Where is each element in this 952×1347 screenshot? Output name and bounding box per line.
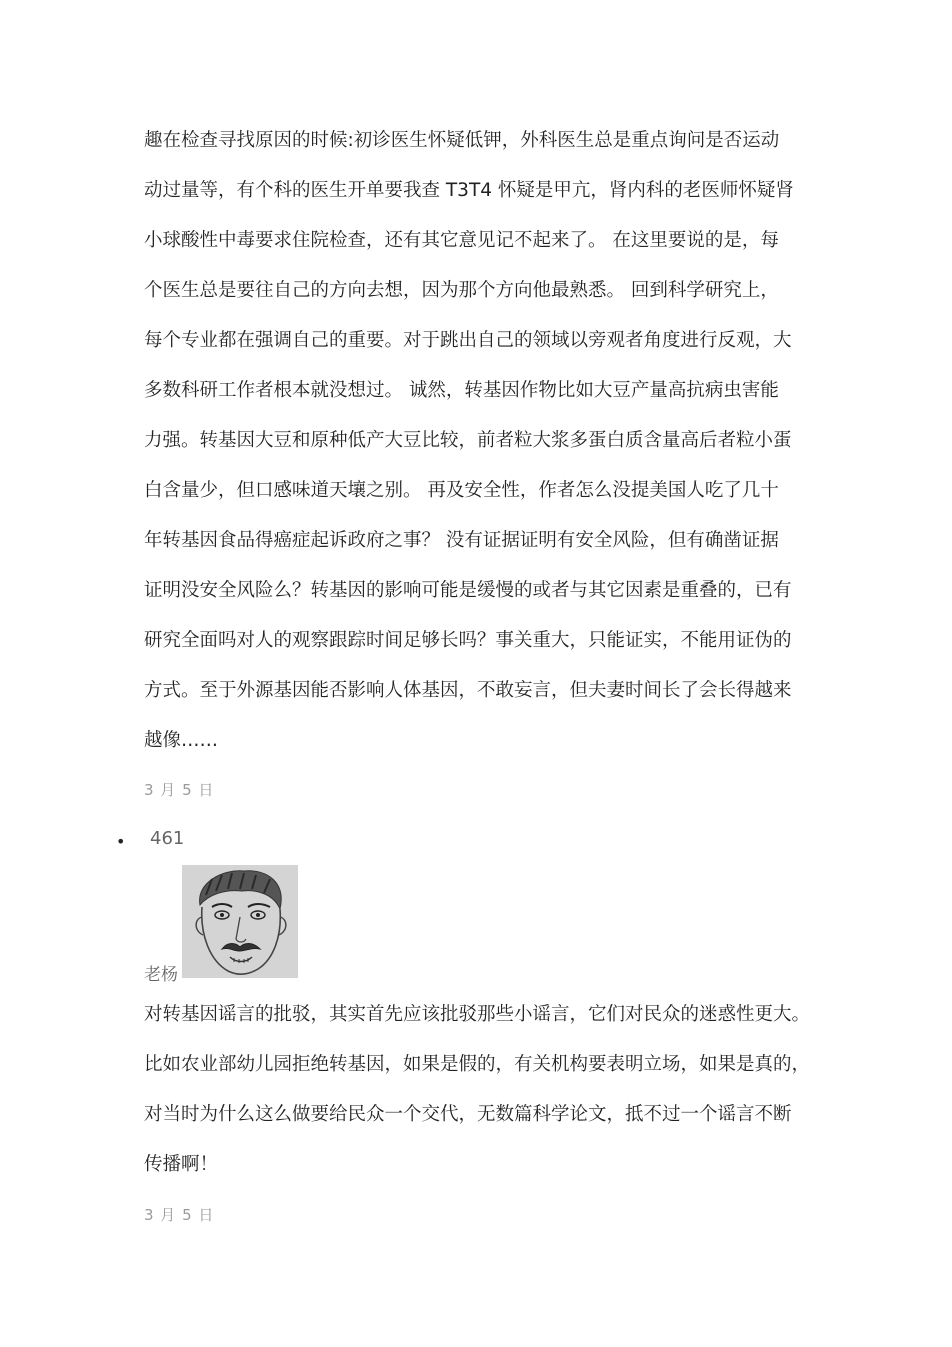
comment-2-line: 对转基因谣言的批驳，其实首先应该批驳那些小谣言，它们对民众的迷惑性更大。 bbox=[144, 1004, 811, 1025]
comment-1-line: 每个专业都在强调自己的重要。对于跳出自己的领域以旁观者角度进行反观，大 bbox=[144, 330, 792, 351]
comment-1-line: 证明没安全风险么？转基因的影响可能是缓慢的或者与其它因素是重叠的，已有 bbox=[144, 580, 792, 601]
comment-1-line: 越像…… bbox=[144, 730, 219, 751]
comment-1-line: 方式。至于外源基因能否影响人体基因，不敢妄言，但夫妻时间长了会长得越来 bbox=[144, 680, 792, 701]
comment-2-date: 3 月 5 日 bbox=[144, 1206, 215, 1224]
comment-1-date: 3 月 5 日 bbox=[144, 781, 215, 799]
comment-1-line: 研究全面吗对人的观察跟踪时间足够长吗？事关重大，只能证实，不能用证伪的 bbox=[144, 630, 792, 651]
comment-1-line: 白含量少，但口感味道天壤之别。 再及安全性，作者怎么没提美国人吃了几十 bbox=[144, 480, 779, 501]
comment-1-line: 动过量等，有个科的医生开单要我查 T3T4 怀疑是甲亢，肾内科的老医师怀疑肾 bbox=[144, 180, 794, 201]
author-name[interactable]: 老杨 bbox=[144, 965, 178, 985]
vote-count[interactable]: 461 bbox=[150, 828, 185, 849]
comment-1-line: 多数科研工作者根本就没想过。 诚然，转基因作物比如大豆产量高抗病虫害能 bbox=[144, 380, 779, 401]
avatar-sketch-icon bbox=[182, 865, 298, 978]
comment-1-line: 年转基因食品得癌症起诉政府之事？ 没有证据证明有安全风险，但有确凿证据 bbox=[144, 530, 779, 551]
comment-1-body bbox=[144, 116, 816, 766]
comment-2-body bbox=[144, 990, 816, 1190]
comment-1-line: 小球酸性中毒要求住院检查，还有其它意见记不起来了。 在这里要说的是，每 bbox=[144, 230, 779, 251]
comment-2-line: 传播啊！ bbox=[144, 1154, 219, 1175]
comment-1-line: 趣在检查寻找原因的时候:初诊医生怀疑低钾，外科医生总是重点询问是否运动 bbox=[144, 130, 780, 151]
avatar[interactable] bbox=[182, 865, 298, 978]
comment-1-line: 个医生总是要往自己的方向去想，因为那个方向他最熟悉。 回到科学研究上， bbox=[144, 280, 779, 301]
list-bullet: • bbox=[116, 832, 126, 851]
comment-2-line: 对当时为什么这么做要给民众一个交代，无数篇科学论文，抵不过一个谣言不断 bbox=[144, 1104, 792, 1125]
comment-1-line: 力强。转基因大豆和原种低产大豆比较，前者粒大浆多蛋白质含量高后者粒小蛋 bbox=[144, 430, 792, 451]
comment-2-line: 比如农业部幼儿园拒绝转基因，如果是假的，有关机构要表明立场，如果是真的， bbox=[144, 1054, 811, 1075]
